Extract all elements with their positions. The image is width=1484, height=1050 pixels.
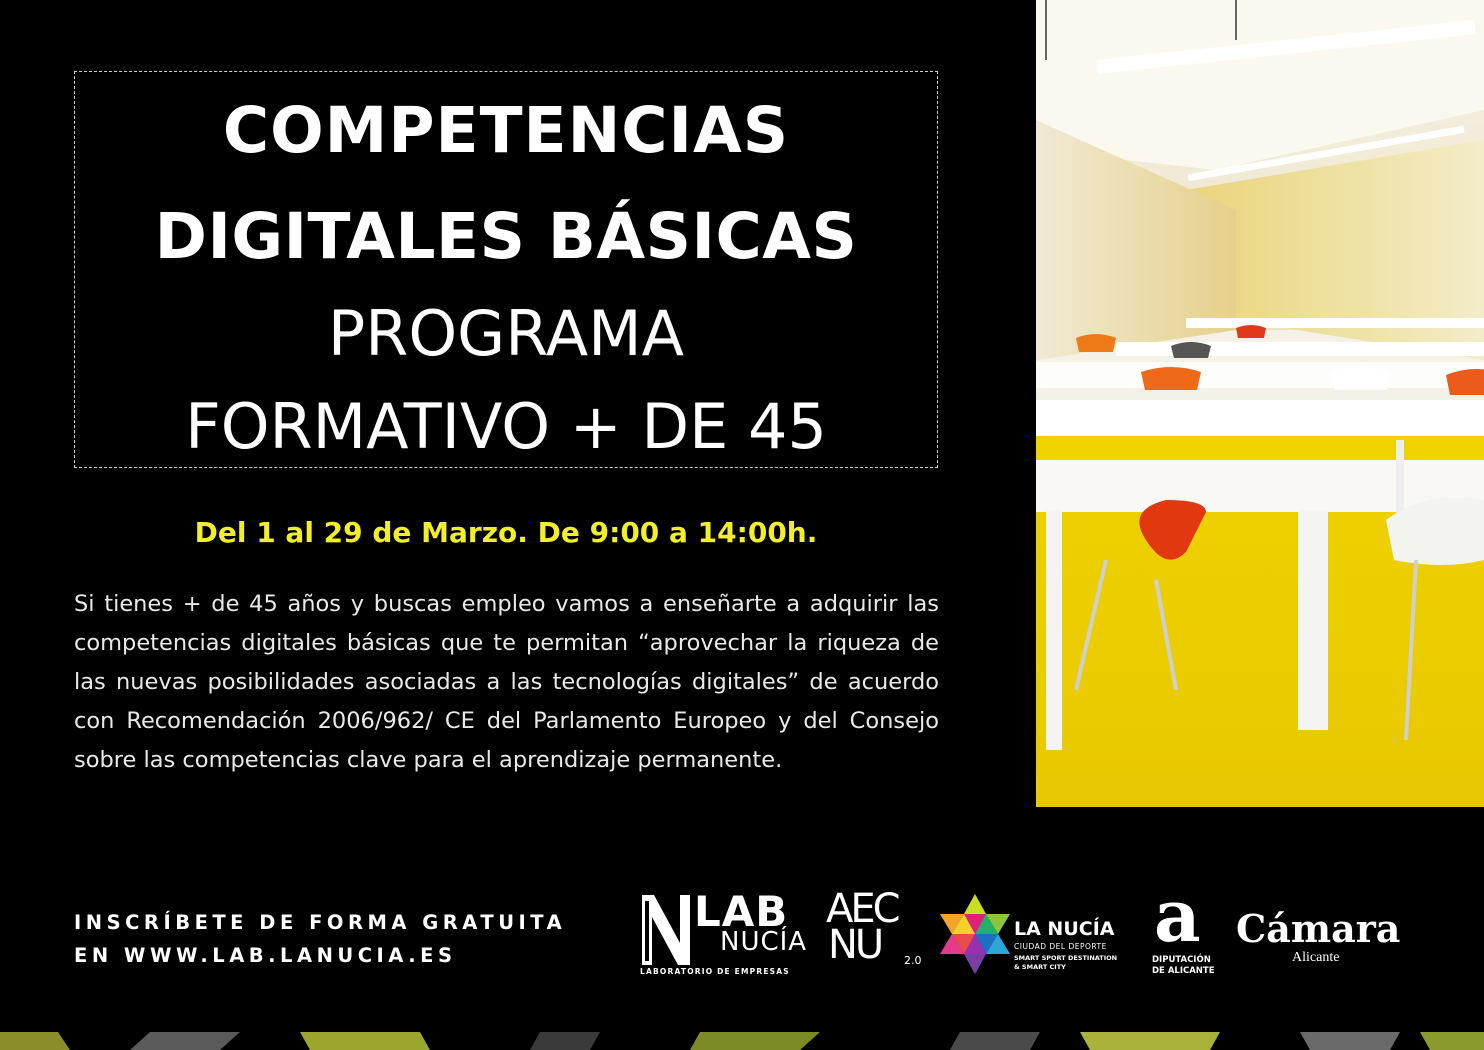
title-line-3: PROGRAMA <box>327 297 685 370</box>
camara-city: Alicante <box>1292 950 1340 965</box>
description <box>74 585 939 780</box>
signup-info <box>74 906 566 972</box>
aecnu-version: 2.0 <box>904 954 922 967</box>
decorative-footer-strip <box>0 1032 1484 1050</box>
description-line: adquirir las competencias digitales básicas que te permitan <box>74 591 940 656</box>
course-dates: Del 1 al 29 de Marzo. De 9:00 a 14:00h. <box>194 516 818 549</box>
aecnu-bottom: NU <box>828 922 882 968</box>
title-line-2: DIGITALES BÁSICAS <box>154 200 858 273</box>
diputacion-line-2: DE ALICANTE <box>1152 966 1215 976</box>
classroom-photo <box>1036 0 1484 807</box>
lanucia-logo <box>938 890 1123 980</box>
diputacion-logo <box>1150 873 1220 977</box>
camara-wordmark: Cámara <box>1236 906 1401 951</box>
lab-wordmark: LAB <box>694 887 789 936</box>
title-line-4: FORMATIVO + DE 45 <box>185 390 827 463</box>
aecnu-top: AEC <box>826 886 898 932</box>
description-line: “aprovechar la riqueza de las nuevas posibilidades asociadas a las <box>74 630 939 695</box>
lanucia-tagline-2: & SMART CITY <box>1014 963 1066 971</box>
aecnu-logo <box>826 886 926 972</box>
diputacion-mark-icon: a <box>1154 873 1201 958</box>
lab-nucia-logo <box>640 887 808 976</box>
lab-caption: LABORATORIO DE EMPRESAS <box>640 967 790 976</box>
signup-url[interactable]: EN WWW.LAB.LANUCIA.ES <box>74 944 457 967</box>
classroom-image <box>1036 0 1484 807</box>
signup-line-1: INSCRÍBETE DE FORMA GRATUITA <box>74 911 567 934</box>
description-line: clave para el aprendizaje permanente. <box>346 747 783 773</box>
lanucia-name: LA NUCÍA <box>1014 918 1115 940</box>
diputacion-line-1: DIPUTACIÓN <box>1152 955 1211 965</box>
star-mosaic-icon <box>938 892 1012 976</box>
title-box <box>74 71 938 468</box>
title-line-1: COMPETENCIAS <box>222 94 790 167</box>
description-line: Si tienes + de 45 años y buscas empleo vamos a enseñarte a <box>74 591 801 617</box>
lab-n-mark-icon <box>640 893 692 967</box>
lab-sub: NUCÍA <box>720 927 808 957</box>
camara-logo <box>1236 906 1416 970</box>
lanucia-tagline-1: SMART SPORT DESTINATION <box>1014 954 1118 962</box>
lanucia-sub: CIUDAD DEL DEPORTE <box>1014 942 1107 951</box>
description-line: tecnologías digitales” de acuerdo con Recomendación 2006/962/ <box>74 669 939 734</box>
description-line: CE del Parlamento Europeo y del Consejo sobre las competencias <box>74 708 939 773</box>
